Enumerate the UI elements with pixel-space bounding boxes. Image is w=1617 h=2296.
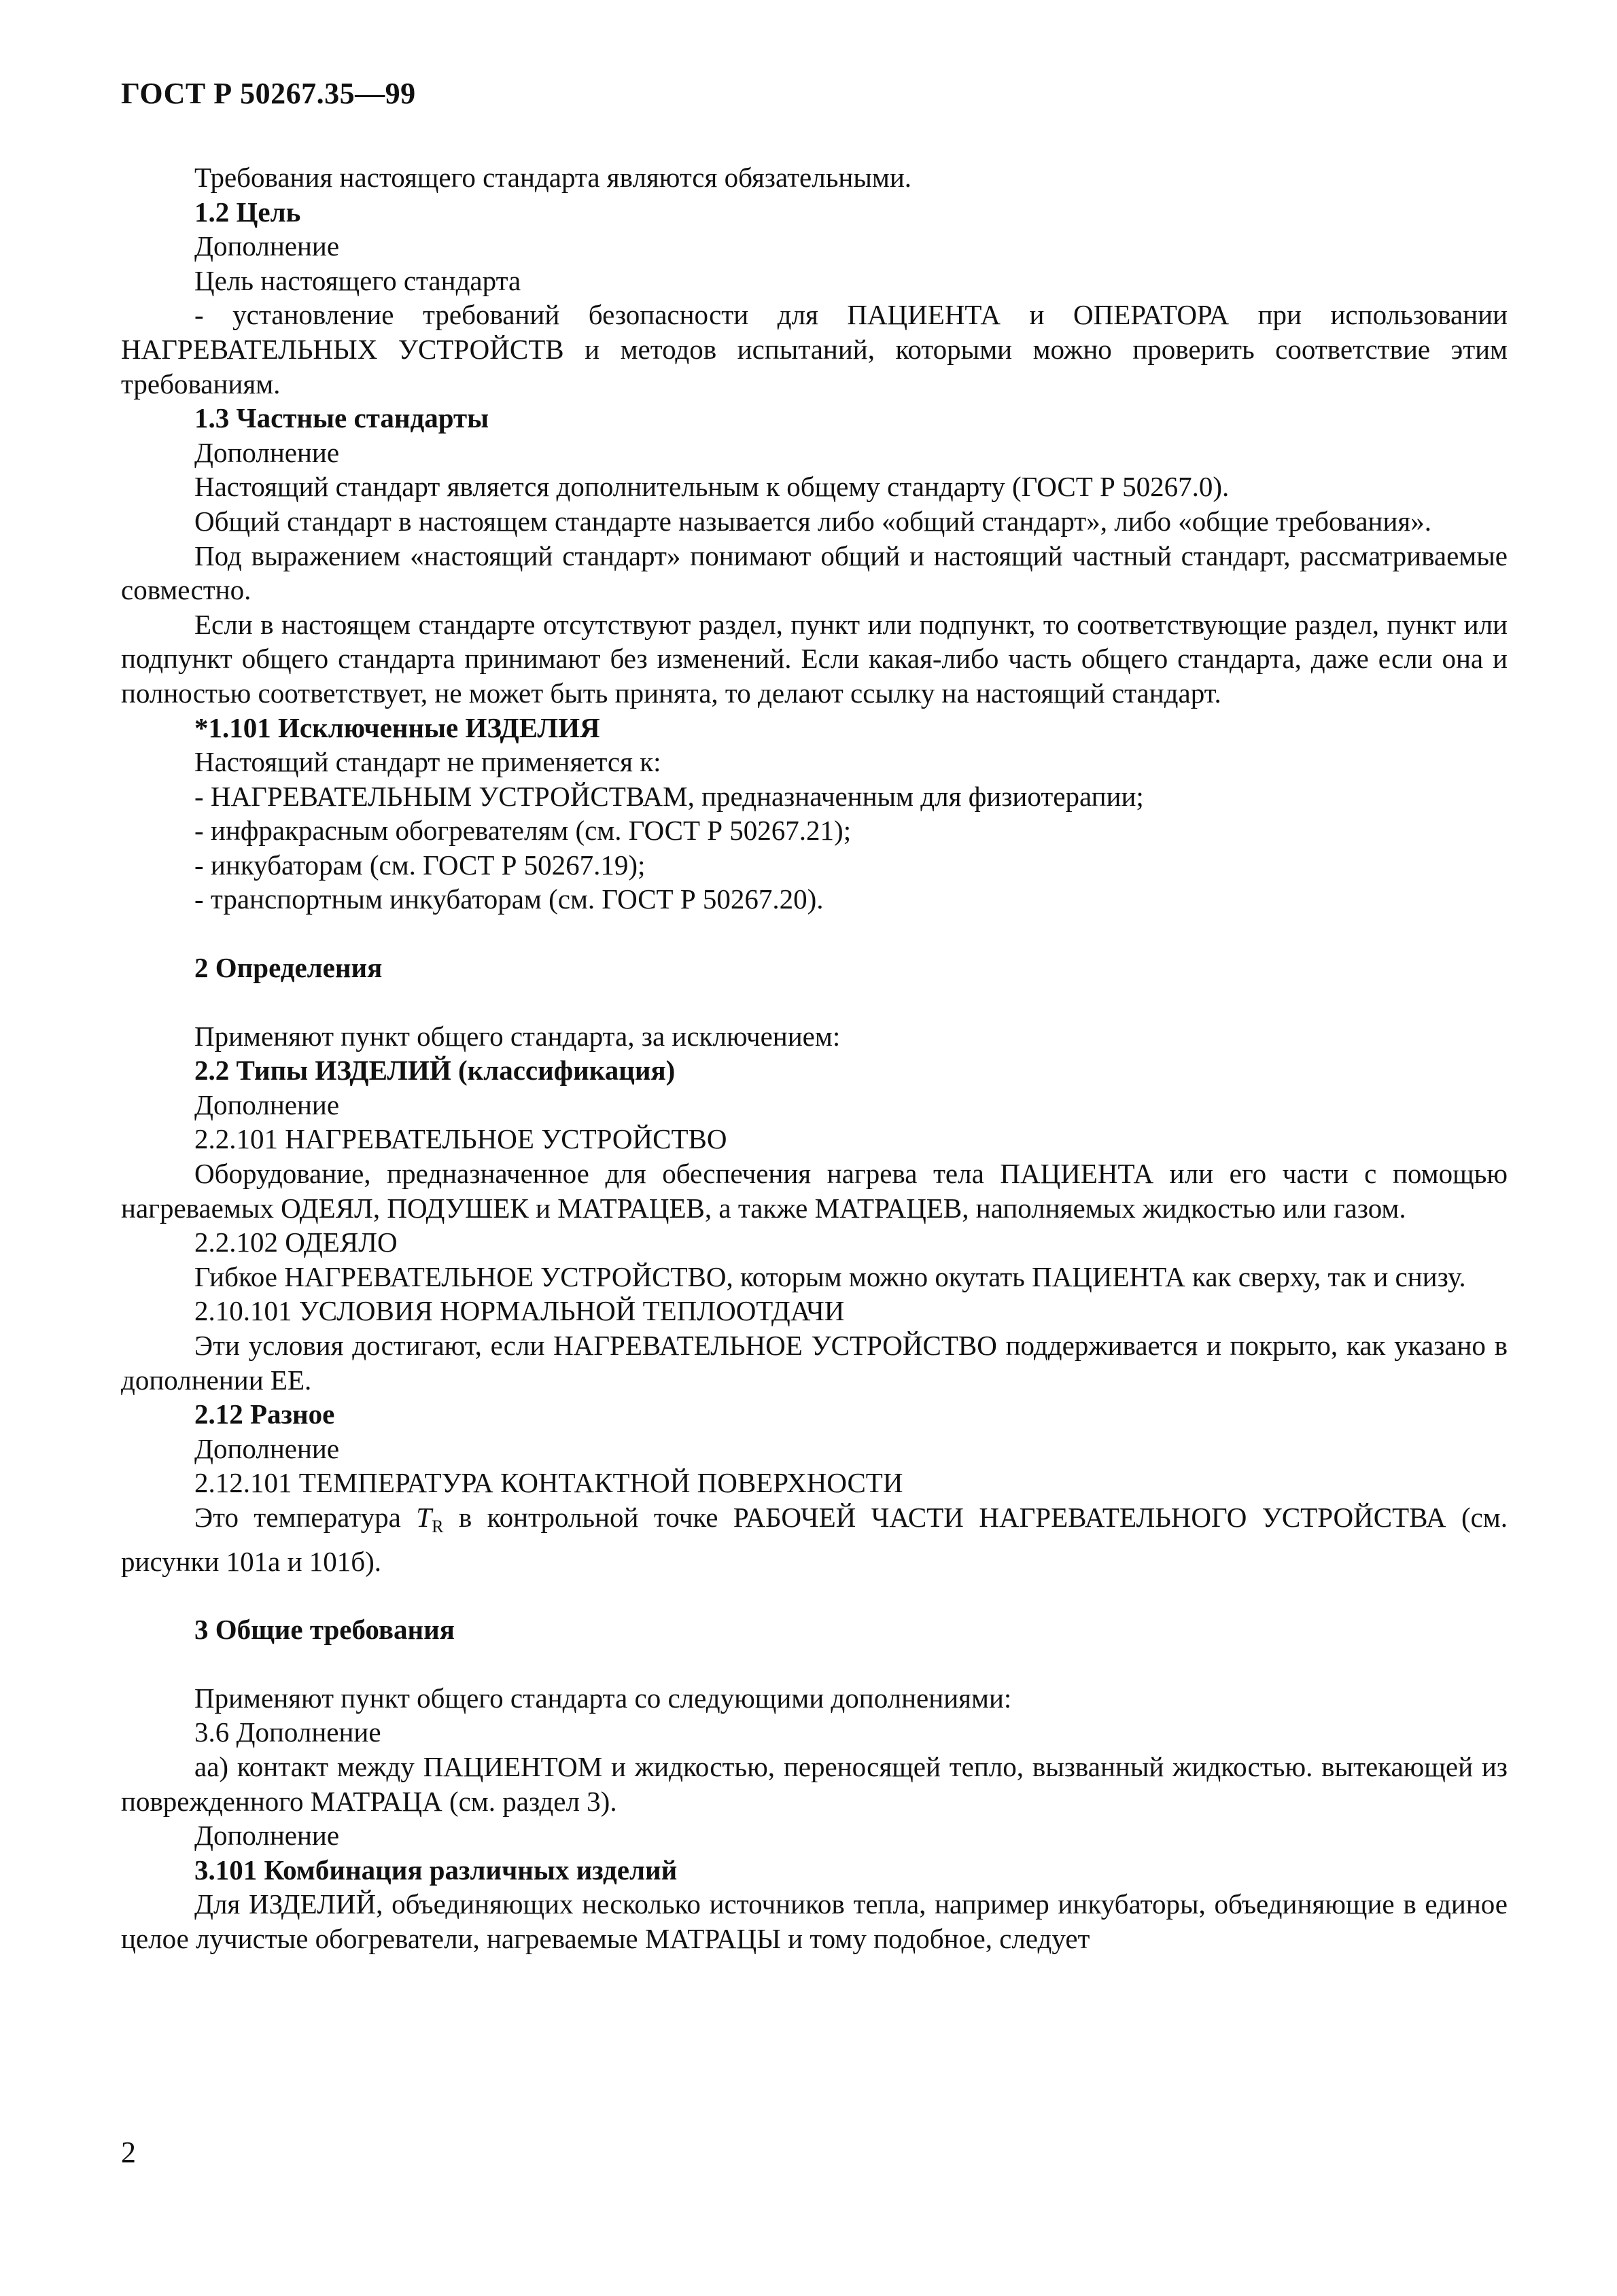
subsection-heading: 1.2 Цель: [194, 196, 301, 228]
paragraph: Настоящий стандарт является дополнительным к общему стандарту (ГОСТ Р 50267.0).: [194, 471, 1230, 503]
paragraph: Дополнение: [194, 1432, 340, 1464]
document-body: [121, 160, 1508, 1956]
paragraph: Настоящий стандарт не применяется к:: [194, 746, 661, 778]
list-item: - НАГРЕВАТЕЛЬНЫМ УСТРОЙСТВАМ, предназначенным для физиотерапии;: [194, 780, 1144, 812]
paragraph-start: Это температура: [194, 1501, 401, 1533]
paragraph: аа) контакт между ПАЦИЕНТОМ и жидкостью, переносящей тепло, вызванный жидкостью. вытекающей из поврежденного МАТРАЦА (см. раздел 3).: [121, 1750, 1508, 1817]
list-item: - инфракрасным обогревателям (см. ГОСТ Р 50267.21);: [194, 815, 852, 847]
paragraph: Оборудование, предназначенное для обеспечения нагрева тела ПАЦИЕНТА или его части с помощью нагреваемых ОДЕЯЛ, ПОДУШЕК и МАТРАЦЕВ, а также МАТРАЦЕВ, наполняемых жидкостью или газом.: [121, 1158, 1508, 1224]
paragraph-end: в контрольной точке РАБОЧЕЙ ЧАСТИ НАГРЕВАТЕЛЬНОГО УСТРОЙСТВА (см. рисунки 101а и 101б).: [121, 1501, 1508, 1577]
document-id-header: ГОСТ Р 50267.35—99: [121, 77, 416, 110]
paragraph: 3.6 Дополнение: [194, 1716, 381, 1748]
subsection-heading: 3.101 Комбинация различных изделий: [194, 1854, 678, 1886]
definition-term: 2.2.101 НАГРЕВАТЕЛЬНОЕ УСТРОЙСТВО: [194, 1123, 727, 1155]
paragraph: Цель настоящего стандарта: [194, 264, 521, 296]
paragraph: Требования настоящего стандарта являются обязательными.: [194, 162, 912, 193]
paragraph: Общий стандарт в настоящем стандарте называется либо «общий стандарт», либо «общие требования».: [194, 505, 1432, 537]
section-heading: 2 Определения: [194, 952, 383, 984]
paragraph: Дополнение: [194, 1089, 340, 1120]
paragraph: Дополнение: [194, 1820, 340, 1852]
paragraph: Применяют пункт общего стандарта со следующими дополнениями:: [194, 1682, 1012, 1714]
definition-term: 2.12.101 ТЕМПЕРАТУРА КОНТАКТНОЙ ПОВЕРХНОСТИ: [194, 1467, 903, 1499]
definition-term: 2.2.102 ОДЕЯЛО: [194, 1226, 398, 1258]
definition-term: 2.10.101 УСЛОВИЯ НОРМАЛЬНОЙ ТЕПЛООТДАЧИ: [194, 1295, 845, 1327]
list-item: - транспортным инкубаторам (см. ГОСТ Р 50267.20).: [194, 883, 824, 915]
paragraph: Под выражением «настоящий стандарт» понимают общий и настоящий частный стандарт, рассматриваемые совместно.: [121, 540, 1508, 606]
paragraph: - установление требований безопасности для ПАЦИЕНТА и ОПЕРАТОРА при использовании НАГРЕВАТЕЛЬНЫХ УСТРОЙСТВ и методов испытаний, которыми можно проверить соответствие этим требованиям.: [121, 299, 1508, 400]
list-item: - инкубаторам (см. ГОСТ Р 50267.19);: [194, 849, 646, 881]
section-heading: 3 Общие требования: [194, 1614, 455, 1646]
paragraph: Если в настоящем стандарте отсутствуют раздел, пункт или подпункт, то соответствующие раздел, пункт или подпункт общего стандарта принимают без изменений. Если какая-либо часть общего стандарта, даже если она и полностью соответствует, не может быть принята, то делают ссылку на настоящий стандарт.: [121, 608, 1508, 709]
paragraph: Для ИЗДЕЛИЙ, объединяющих несколько источников тепла, например инкубаторы, объединяющие в единое целое лучистые обогреватели, нагреваемые МАТРАЦЫ и тому подобное, следует: [121, 1888, 1508, 1954]
subsection-heading: 2.12 Разное: [194, 1398, 335, 1430]
subsection-heading: *1.101 Исключенные ИЗДЕЛИЯ: [194, 711, 600, 743]
temperature-subscript: R: [432, 1516, 444, 1536]
paragraph: Эти условия достигают, если НАГРЕВАТЕЛЬНОЕ УСТРОЙСТВО поддерживается и покрыто, как указано в дополнении ЕЕ.: [121, 1330, 1508, 1396]
subsection-heading: 1.3 Частные стандарты: [194, 402, 489, 434]
paragraph: Гибкое НАГРЕВАТЕЛЬНОЕ УСТРОЙСТВО, которым можно окутать ПАЦИЕНТА как сверху, так и снизу.: [194, 1260, 1466, 1292]
temperature-symbol: T: [416, 1501, 432, 1533]
subsection-heading: 2.2 Типы ИЗДЕЛИЙ (классификация): [194, 1055, 676, 1087]
page-number: 2: [121, 2136, 136, 2169]
paragraph: Применяют пункт общего стандарта, за исключением:: [194, 1020, 841, 1052]
paragraph: Дополнение: [194, 230, 340, 262]
paragraph: [121, 1500, 1508, 1578]
paragraph: Дополнение: [194, 436, 340, 468]
